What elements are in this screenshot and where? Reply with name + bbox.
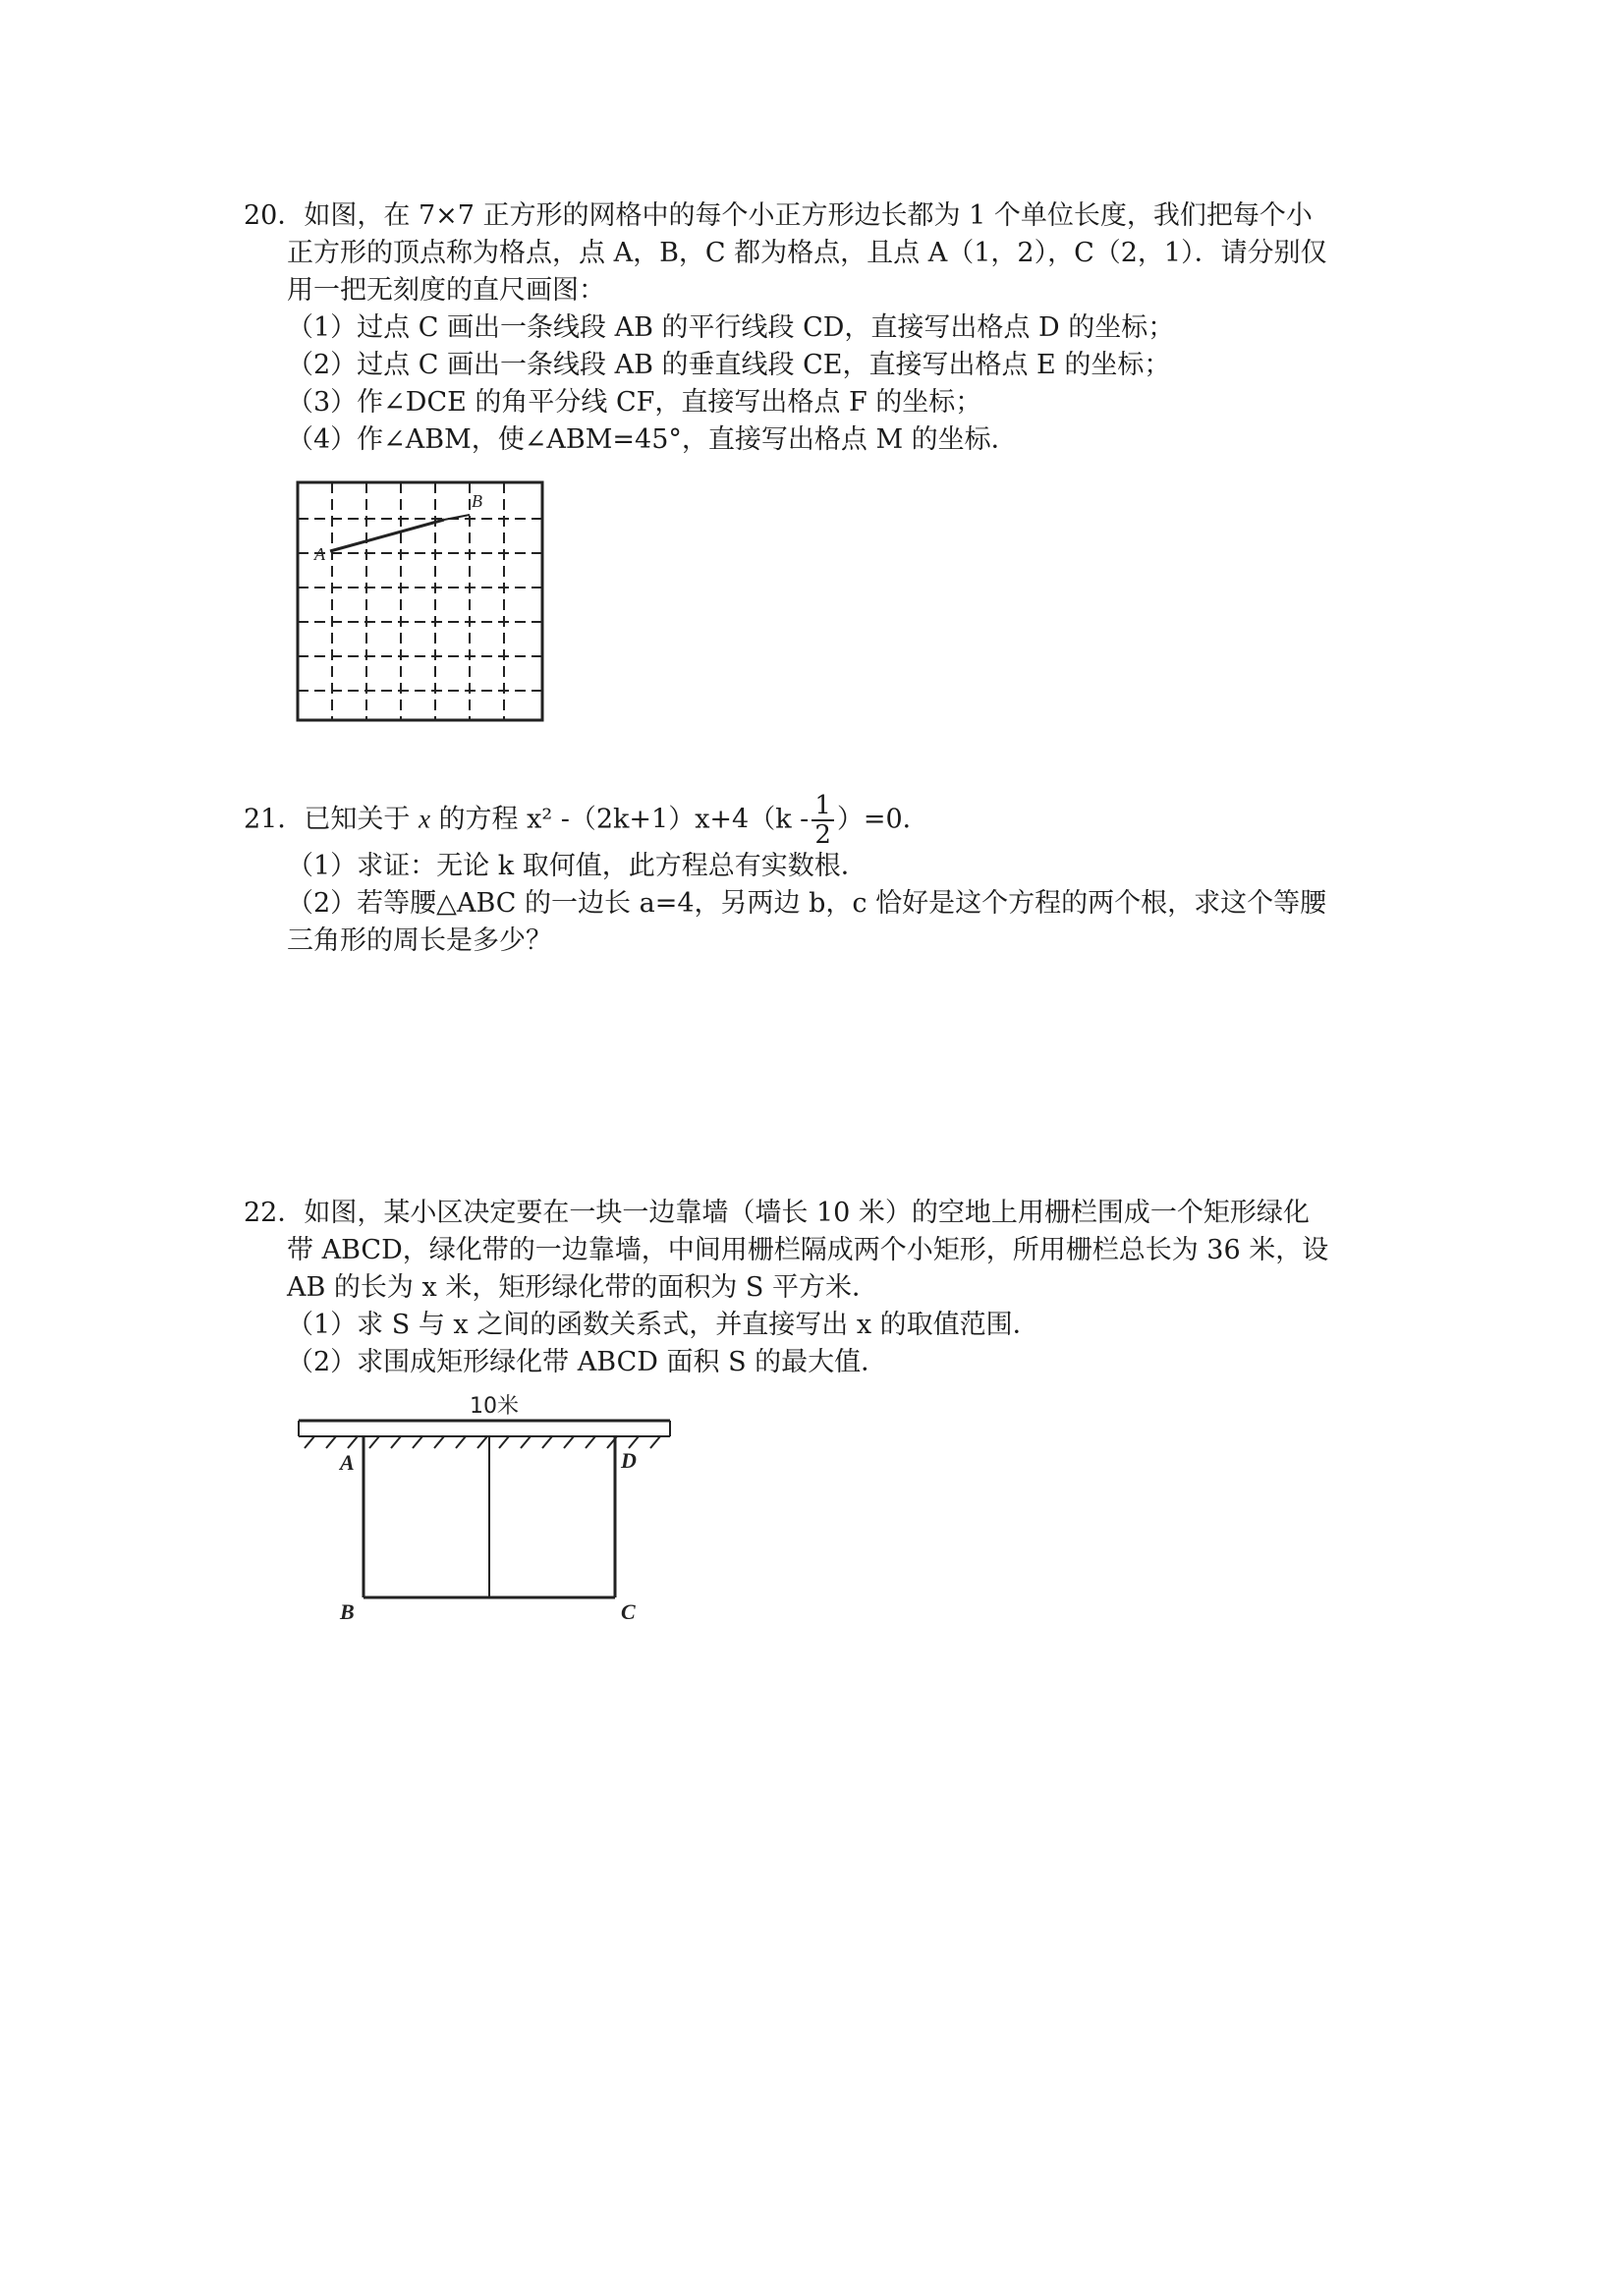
q22-line-3: AB 的长为 x 米，矩形绿化带的面积为 S 平方米． bbox=[287, 1272, 878, 1303]
fraction-numerator: 1 bbox=[812, 792, 834, 821]
q20-line-2: 正方形的顶点称为格点，点 A，B，C 都为格点，且点 A（1，2），C（2，1）．请分别仅 bbox=[287, 238, 1327, 268]
point-b-label: B bbox=[340, 1599, 355, 1624]
fraction-denominator: 2 bbox=[814, 820, 831, 850]
q21-line-1 bbox=[244, 792, 929, 849]
q20-line-4: （1）过点 C 画出一条线段 AB 的平行线段 CD，直接写出格点 D 的坐标； bbox=[287, 312, 1175, 343]
q21-line-4: 三角形的周长是多少？ bbox=[287, 925, 552, 956]
point-c-label: C bbox=[621, 1599, 636, 1624]
q21-line1-post: ）=0． bbox=[836, 804, 929, 835]
point-d-label: D bbox=[621, 1448, 637, 1473]
q22-fence-figure bbox=[295, 1385, 678, 1624]
grid-dashed-lines bbox=[298, 482, 542, 720]
q21-variable-x: x bbox=[418, 804, 430, 834]
wall-hatching bbox=[305, 1436, 660, 1448]
q22-line-4: （1）求 S 与 x 之间的函数关系式，并直接写出 x 的取值范围． bbox=[287, 1310, 1039, 1340]
q20-grid-figure bbox=[295, 479, 548, 725]
q20-line-6: （3）作∠DCE 的角平分线 CF，直接写出格点 F 的坐标； bbox=[287, 387, 982, 418]
point-b-label: B bbox=[472, 491, 482, 511]
wall-length-label: 10米 bbox=[470, 1394, 519, 1419]
q22-line-5: （2）求围成矩形绿化带 ABCD 面积 S 的最大值． bbox=[287, 1347, 888, 1377]
point-a-label: A bbox=[340, 1450, 355, 1475]
q21-line1-mid: 的方程 bbox=[429, 804, 528, 835]
q21-fraction bbox=[812, 792, 834, 849]
q21-line-2: （1）求证：无论 k 取何值，此方程总有实数根． bbox=[287, 851, 867, 881]
q20-line-1: 20．如图，在 7×7 正方形的网格中的每个小正方形边长都为 1 个单位长度，我们把每个小 bbox=[244, 200, 1313, 231]
q20-line-7: （4）作∠ABM，使∠ABM=45°，直接写出格点 M 的坐标． bbox=[287, 424, 1018, 455]
q20-line-5: （2）过点 C 画出一条线段 AB 的垂直线段 CE，直接写出格点 E 的坐标； bbox=[287, 350, 1171, 380]
q20-line-3: 用一把无刻度的直尺画图： bbox=[287, 275, 605, 306]
fence-rectangle bbox=[364, 1436, 615, 1597]
q22-line-1: 22．如图，某小区决定要在一块一边靠墙（墙长 10 米）的空地上用栅栏围成一个矩形绿化 bbox=[244, 1198, 1310, 1228]
q21-equation: x² -（2k+1）x+4（k - bbox=[527, 804, 810, 835]
q22-line-2: 带 ABCD，绿化带的一边靠墙，中间用栅栏隔成两个小矩形，所用栅栏总长为 36 米，设 bbox=[287, 1235, 1329, 1265]
q21-line-3: （2）若等腰△ABC 的一边长 a=4，另两边 b，c 恰好是这个方程的两个根，求这个等腰 bbox=[287, 888, 1327, 919]
q21-line1-pre: 21．已知关于 bbox=[244, 804, 419, 835]
segment-ab bbox=[330, 520, 444, 551]
point-a-label: A bbox=[314, 544, 325, 564]
